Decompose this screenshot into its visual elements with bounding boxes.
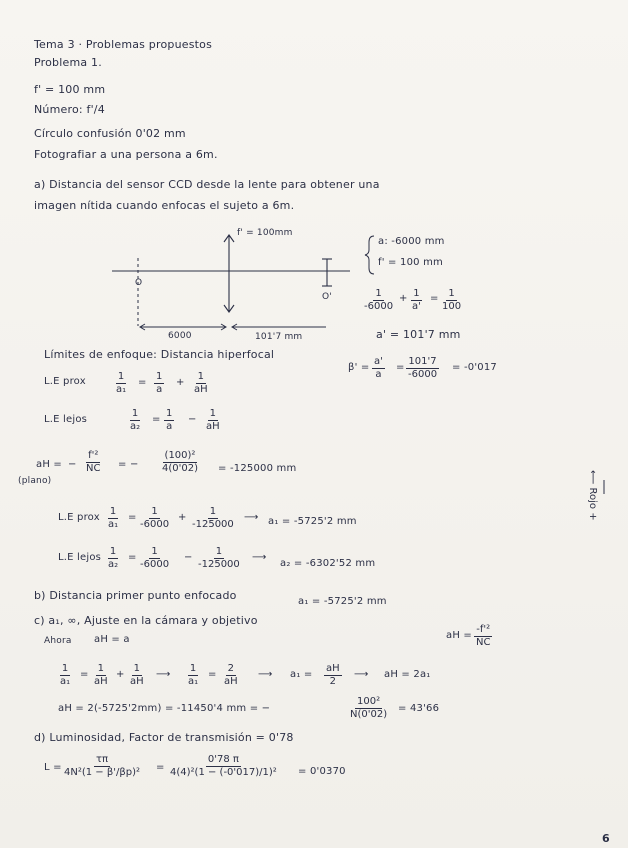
focal-label: f' = 100mm bbox=[237, 228, 293, 238]
beta-fraction: a' a bbox=[374, 356, 383, 380]
image-distance-result: a' = 101'7 mm bbox=[376, 328, 461, 341]
limits-title: Límites de enfoque: Distancia hiperfocal bbox=[44, 348, 275, 361]
luminosity-values: 0'78 π 4(4)²(1 − (-0'017)/1)² bbox=[170, 754, 277, 778]
le-lejos-calc-label: L.E lejos bbox=[58, 552, 102, 563]
distance-left-label: 6000 bbox=[168, 331, 192, 341]
part-c-text: c) a₁, ∞, Ajuste en la cámara y objetivo bbox=[34, 614, 258, 627]
eq-term-2: 1 a' bbox=[412, 288, 421, 312]
system-line-1: a: -6000 mm bbox=[378, 236, 445, 247]
eq-term-3: 1 100 bbox=[442, 288, 462, 312]
eq-term-1: 1 -6000 bbox=[364, 288, 394, 312]
le-prox-label: L.E prox bbox=[44, 376, 86, 387]
luminosity-result: = 0'0370 bbox=[298, 766, 346, 777]
part-c-ah-label: aH = bbox=[446, 630, 473, 641]
hyperfocal-label: aH = bbox=[36, 459, 63, 470]
part-c-result: = 43'66 bbox=[398, 703, 440, 714]
page-number: 6 bbox=[602, 832, 610, 845]
system-line-2: f' = 100 mm bbox=[378, 257, 443, 268]
luminosity-label: L = bbox=[44, 762, 62, 773]
part-b-value: a₁ = -5725'2 mm bbox=[298, 596, 387, 607]
problema-heading: Problema 1. bbox=[34, 56, 102, 69]
focal-given: f' = 100 mm bbox=[34, 83, 106, 96]
plano-note: (plano) bbox=[18, 476, 52, 486]
luminosity-formula: τπ 4N²(1 − β'/βp)² bbox=[64, 754, 140, 778]
part-c-final: aH = 2a₁ bbox=[384, 669, 431, 680]
le-lejos-label: L.E lejos bbox=[44, 414, 88, 425]
system-brace bbox=[365, 236, 374, 274]
beta-result: = -0'017 bbox=[452, 362, 497, 373]
image-label: O' bbox=[322, 292, 332, 302]
object-label: O bbox=[135, 278, 143, 288]
beta-label: β' = bbox=[348, 362, 370, 373]
circulo-given: Círculo confusión 0'02 mm bbox=[34, 127, 186, 140]
le-prox-calc-label: L.E prox bbox=[58, 512, 100, 523]
hyperfocal-result: = -125000 mm bbox=[218, 463, 297, 474]
part-a-text-2: imagen nítida cuando enfocas el sujeto a 6m. bbox=[34, 199, 295, 212]
le-prox-result: a₁ = -5725'2 mm bbox=[268, 516, 357, 527]
side-note: ⟵ Rojo + bbox=[587, 470, 598, 521]
part-d-text: d) Luminosidad, Factor de transmisión = 0'78 bbox=[34, 731, 294, 744]
beta-values: 101'7 -6000 bbox=[408, 356, 438, 380]
part-c-line-2: aH = 2(-5725'2mm) = -11450'4 mm = − bbox=[58, 703, 271, 714]
notebook-page: Tema 3 · Problemas propuestos Problema 1. f' = 100 mm Número: f'/4 Círculo confusión 0'02 mm Fotografiar a una persona a 6m. a) Distancia del sensor CCD desde la lente para obtener una imagen nítida cuando enfocas el sujeto a 6m. f' = 100mm O O' 6000 101'7 mm a: -6000 mm f' = 100 mm 1 -6000 + 1 a' = 1 100 a' = 101'7 mm β' = a' a = 101'7 -6000 = -0'017 Límites de enfoque: Distancia hiperfocal L.E prox 1 a₁ = 1 a + 1 aH L.E lejos 1 a₂ = 1 a − 1 aH aH = − f'² NC = − (100)² 4(0'02) = -125000 mm (plano) L.E prox 1 a₁ = 1 -6000 + 1 -125000 ⟶ a₁ = -5725'2 mm L.E lejos 1 a₂ = 1 -6000 − 1 -125000 ⟶ a₂ = -6302'52 mm b) Distancia primer punto enfocado a₁ = -5725'2 mm c) a₁, ∞, Ajuste en la cámara y objetivo aH = -f'² NC Ahora aH = a 1 a₁ = 1 aH + 1 aH ⟶ 1 a₁ = 2 aH ⟶ a₁ = aH 2 ⟶ aH = 2a₁ aH = 2(-5725'2mm) = -11450'4 mm = − 100² N(0'02) = 43'66 d) Luminosidad, Factor de transmisión = 0'78 L = τπ 4N²(1 − β'/βp)² = 0'78 π 4(4)²(1 − (-0'017)/1)² = 0'0370 ⟵ Rojo + 6 bbox=[0, 0, 628, 848]
numero-given: Número: f'/4 bbox=[34, 103, 105, 116]
le-lejos-result: a₂ = -6302'52 mm bbox=[280, 558, 376, 569]
tema-heading: Tema 3 · Problemas propuestos bbox=[34, 38, 213, 51]
ahora-label: Ahora bbox=[44, 636, 72, 646]
part-b-text: b) Distancia primer punto enfocado bbox=[34, 589, 237, 602]
ahora-eq: aH = a bbox=[94, 634, 130, 645]
part-a-text-1: a) Distancia del sensor CCD desde la lente para obtener una bbox=[34, 178, 380, 191]
foto-given: Fotografiar a una persona a 6m. bbox=[34, 148, 218, 161]
distance-right-label: 101'7 mm bbox=[255, 332, 303, 342]
